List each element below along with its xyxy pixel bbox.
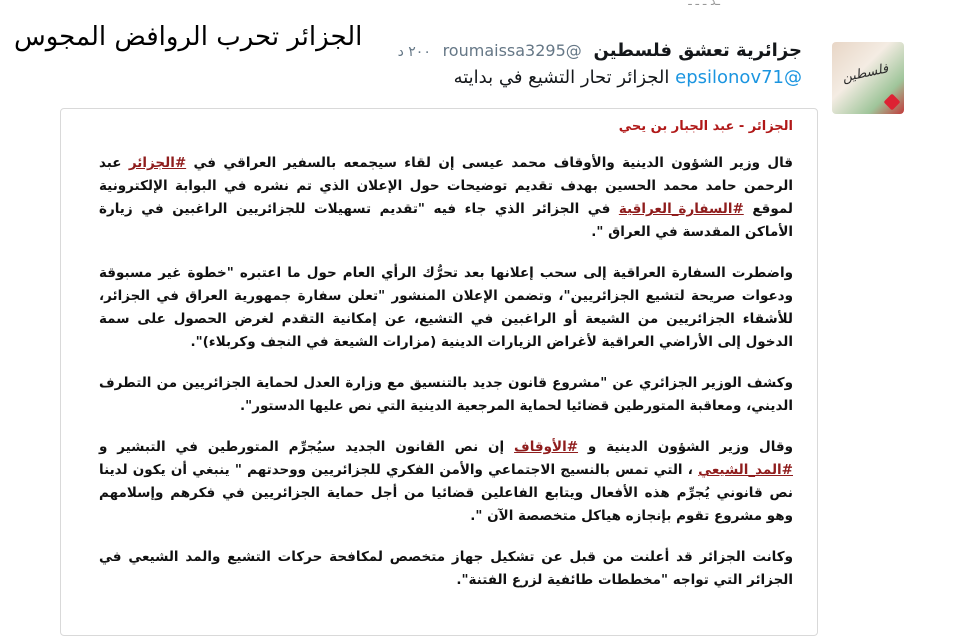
article-paragraph [99, 436, 793, 528]
tweet-time[interactable]: ٢٠٠ د [397, 44, 431, 60]
tweet-text [22, 67, 802, 88]
paragraph-text: وقال وزير الشؤون الدينية و [578, 439, 794, 455]
hashtag-link[interactable]: #السفارة_العراقية [618, 201, 744, 217]
tweet-body: الجزائر تحار التشيع في بدايته [453, 67, 670, 88]
paragraph-text: عبد الرحمن حامد محمد الحسين بهدف تقديم توضيحات حول الإعلان الذي تم نشره في البوابة الإلكترونية لموقع [99, 155, 793, 217]
article-paragraph [99, 152, 793, 244]
heart-icon [884, 94, 901, 111]
article-body [99, 152, 793, 592]
avatar-scribble: فلسطين [840, 61, 890, 86]
paragraph-text: قال وزير الشؤون الدينية والأوقاف محمد عيسى إن لقاء سيجمعه بالسفير العراقي في [186, 155, 793, 171]
paragraph-text: وكشف الوزير الجزائري عن "مشروع قانون جديد بالتنسيق مع وزارة العدل لحماية الجزائريين من التطرف الديني، ومعاقبة المتورطين قضائيا لحماية المرجعية الدينية التي نص عليها الدستور". [99, 375, 793, 414]
tweet-name-line [22, 40, 802, 61]
paragraph-text: ، التي تمس بالنسيج الاجتماعي والأمن الفكري للجزائريين ووحدتهم " ينبغي أن يكون لدينا نص قانوني يُجرِّم هذه الأفعال ويتابع الفاعلين قضائيا من أجل حماية الجزائريين في فكرهم وإسلامهم وهو مشروع تقوم بإنجازه هياكل متخصصة الآن ". [99, 462, 793, 524]
hashtag-link[interactable]: #المد_الشيعي [698, 462, 793, 478]
article-byline: الجزائر - عبد الجبار بن يحي [618, 119, 793, 134]
top-fragment: ـد ـ ـ ـ [688, 0, 720, 8]
paragraph-text: وكانت الجزائر قد أعلنت من قبل عن تشكيل جهاز متخصص لمكافحة حركات التشيع والمد الشيعي في الجزائر التي تواجه "مخططات طائفية لزرع الفتنة". [99, 549, 793, 588]
article-paragraph [99, 372, 793, 418]
article-paragraph [99, 262, 793, 354]
avatar[interactable] [832, 42, 904, 114]
tweet-header [22, 40, 802, 88]
paragraph-text: واضطرت السفارة العراقية إلى سحب إعلانها بعد تحرُّك الرأي العام حول ما اعتبره "خطوة غير مسبوقة ودعوات صريحة لتشيع الجزائريين"، وتضمن الإعلان المنشور "تعلن سفارة جمهورية العراق في الجزائر، للأشقاء الجزائريين من الشيعة أو الراغبين في التشيع، عن إمكانية التقدم لغرض الحصول على سمة الدخول إلى الأراضي العراقية لأغراض الزيارات الدينية (مزارات الشيعة في النجف وكربلاء)". [99, 265, 793, 350]
paragraph-text: في الجزائر الذي جاء فيه "تقديم تسهيلات للجزائريين الراغبين في زيارة الأماكن المقدسة في العراق ". [99, 201, 793, 240]
overlay-caption: الجزائر تحرب الروافض المجوس [14, 22, 363, 52]
user-handle[interactable]: @roumaissa3295 [442, 41, 582, 60]
hashtag-link[interactable]: #الأوقاف [514, 439, 579, 455]
hashtag-link[interactable]: #الجزائر [128, 155, 187, 171]
top-strip [0, 0, 960, 6]
display-name[interactable]: جزائرية تعشق فلسطين [593, 40, 802, 61]
attached-image-card[interactable] [60, 108, 818, 636]
article-paragraph [99, 546, 793, 592]
reply-mention[interactable]: @epsilonov71 [675, 67, 802, 88]
paragraph-text: إن نص القانون الجديد سيُجرِّم المتورطين في التبشير و [99, 439, 515, 455]
article [99, 119, 793, 610]
